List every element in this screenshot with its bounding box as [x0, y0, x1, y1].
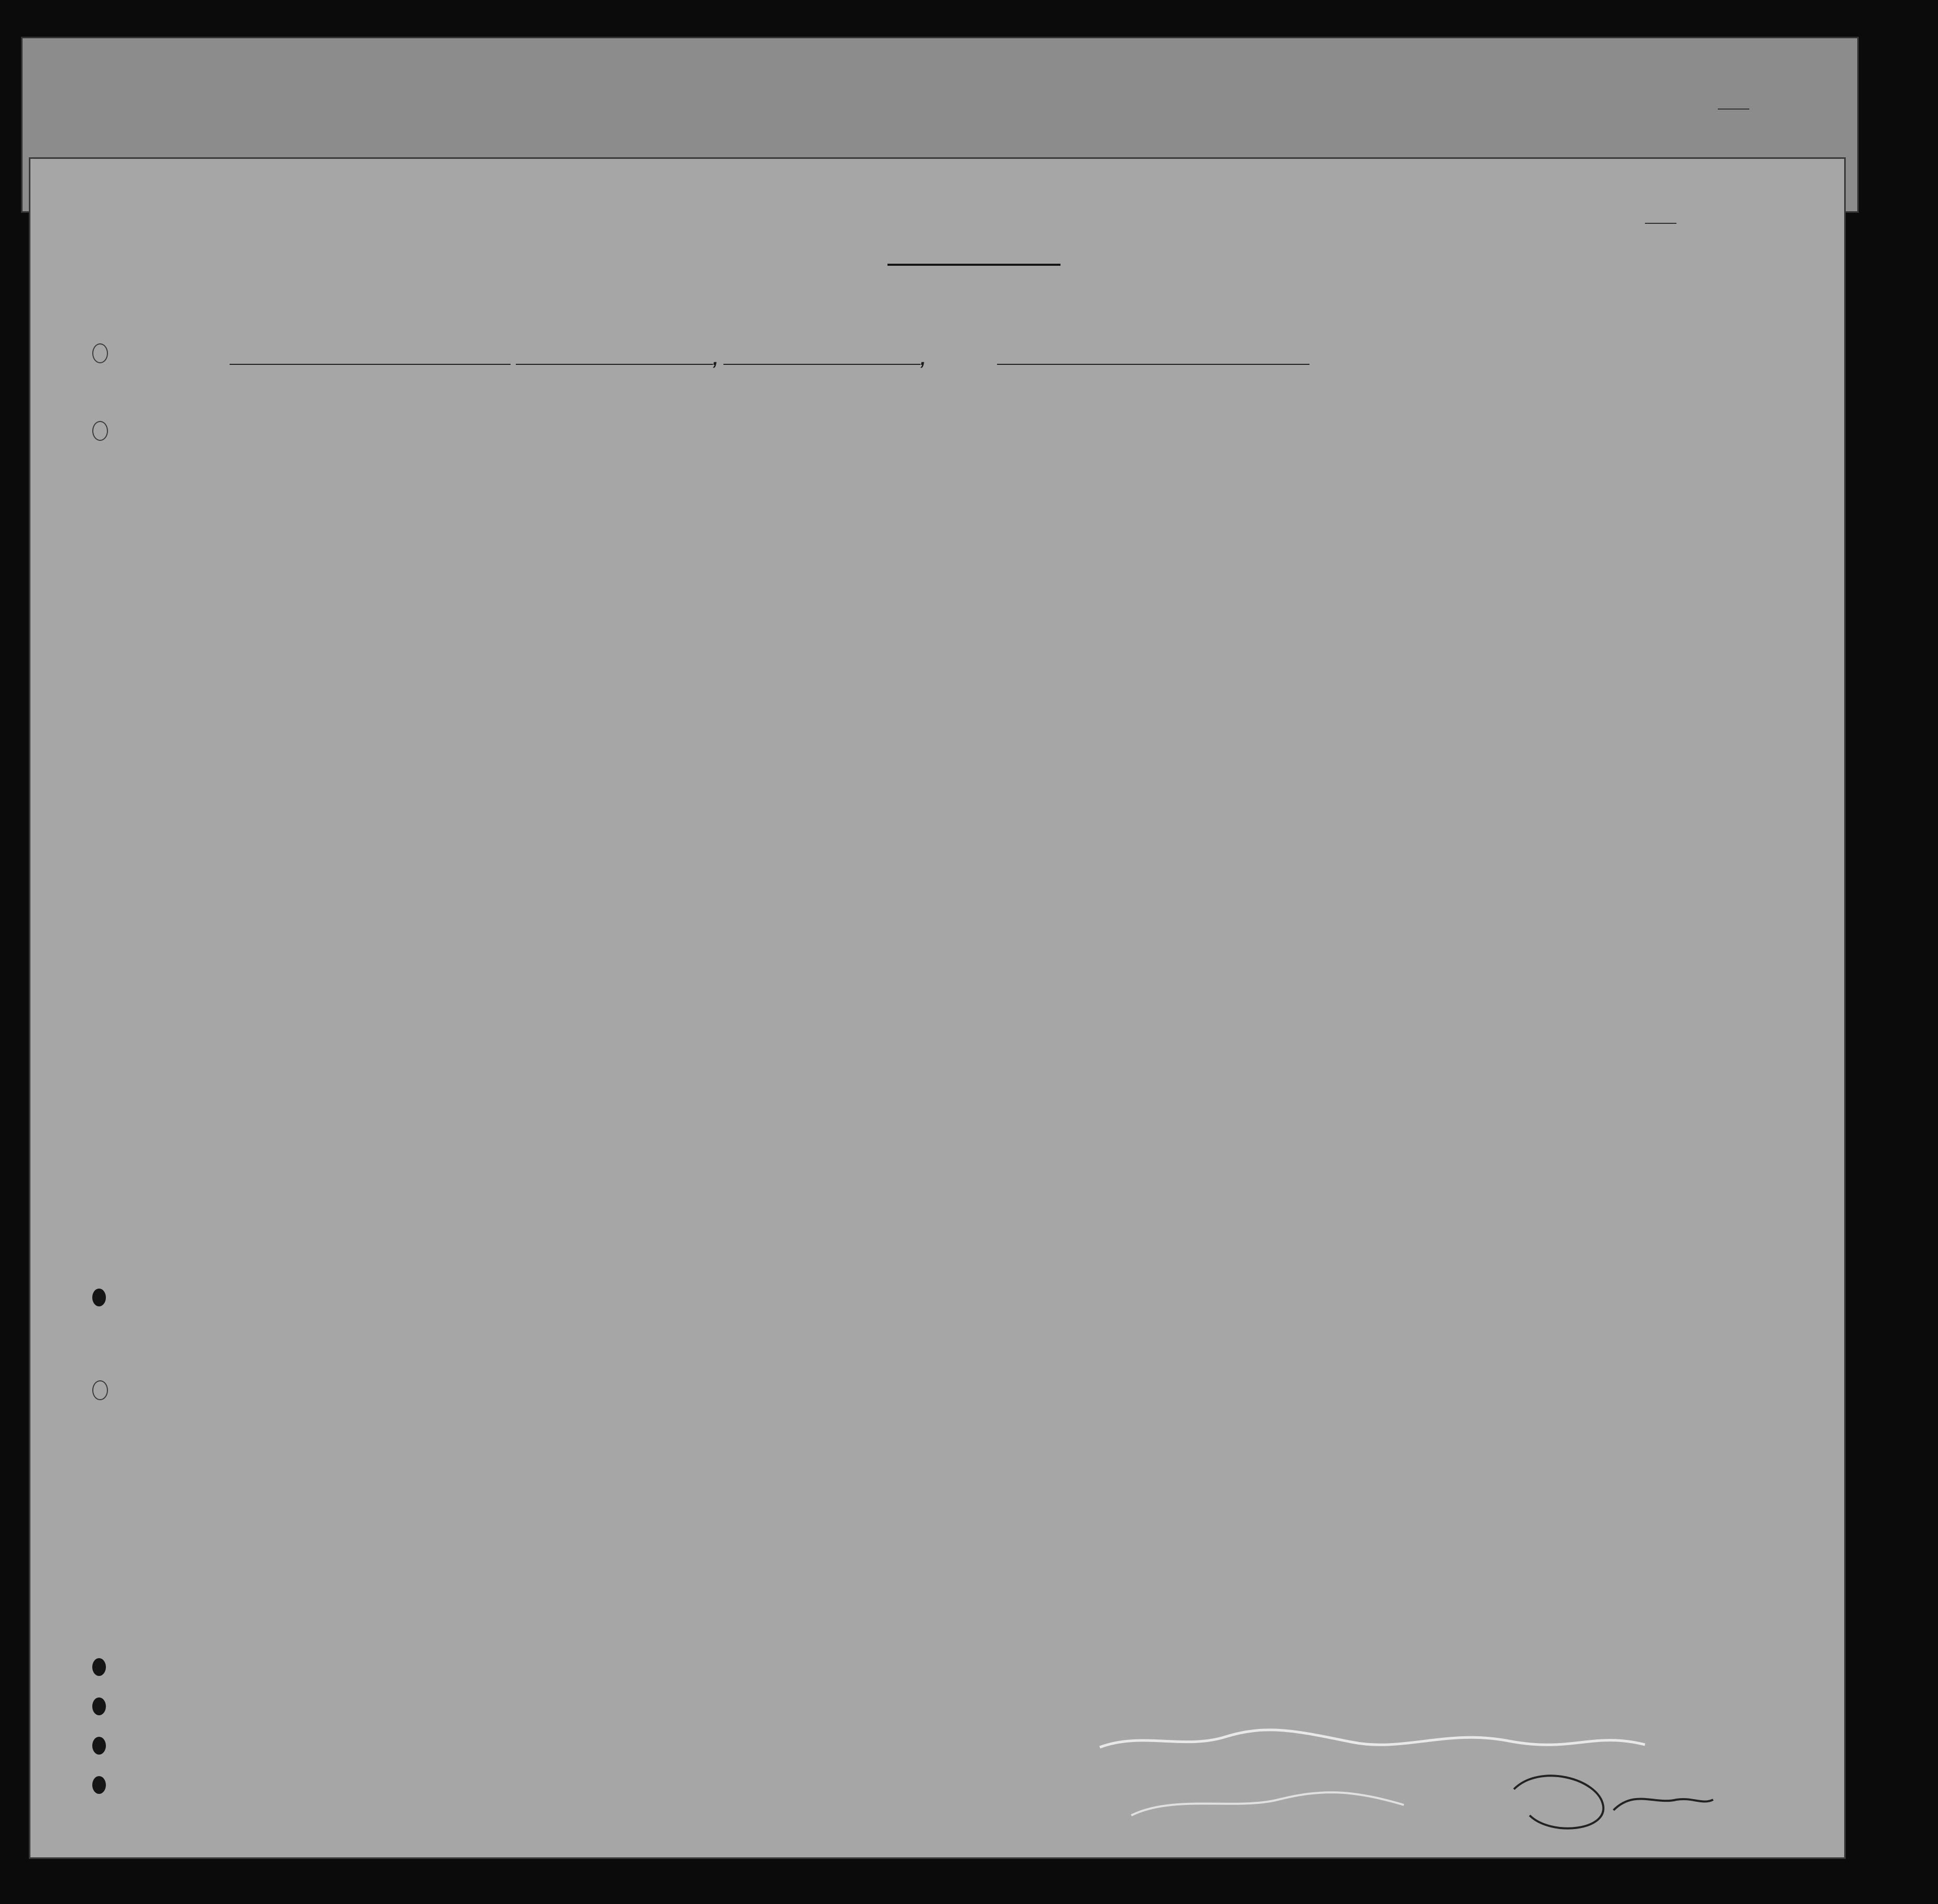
signature-stroke	[1131, 1792, 1404, 1815]
back-sheet-value	[1718, 109, 1749, 110]
signature-stroke	[1514, 1776, 1713, 1828]
punch-hole	[92, 343, 108, 363]
punch-hole	[92, 1289, 106, 1306]
punch-hole	[92, 1697, 106, 1715]
signature	[1079, 1700, 1813, 1857]
punch-hole	[92, 1658, 106, 1676]
signature-stroke	[1100, 1730, 1645, 1747]
check-marks	[30, 159, 1844, 1857]
back-sheet-number	[1718, 97, 1749, 113]
vessel-line: , ,	[230, 348, 1309, 370]
punch-hole	[92, 1737, 106, 1755]
manifest-sheet	[29, 157, 1846, 1859]
punch-hole	[92, 1776, 106, 1794]
punch-hole	[92, 421, 108, 441]
punch-hole	[92, 1380, 108, 1400]
